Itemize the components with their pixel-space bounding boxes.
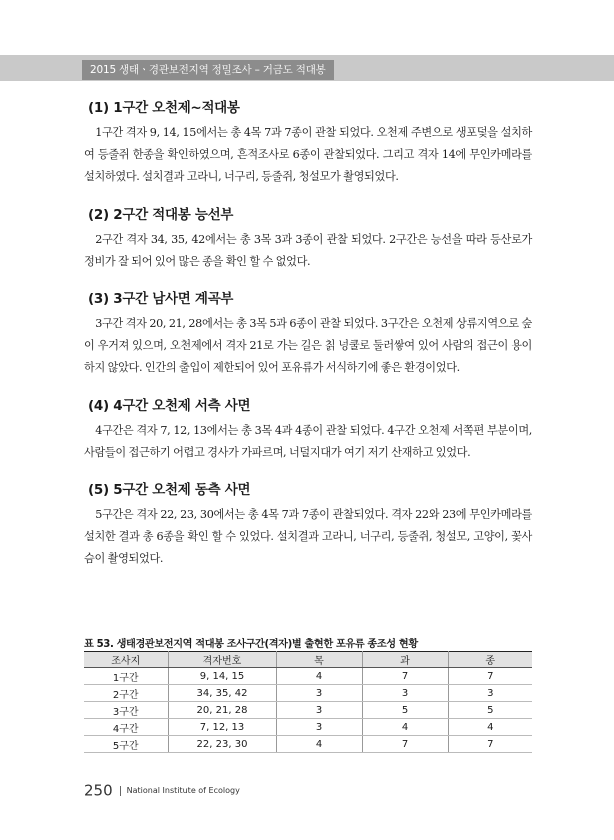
section-body: 2구간 격자 34, 35, 42에서는 총 3목 3과 3종이 관찰 되었다. 2구간은 능선을 따라 등산로가 정비가 잘 되어 있어 많은 종을 확인 할 수 없었다. (84, 232, 532, 268)
section-title: (4) 4구간 오천제 서측 사면 (88, 397, 251, 414)
table-cell: 2구간 (84, 685, 168, 702)
table-cell: 3 (276, 719, 362, 736)
section-2 (84, 203, 532, 273)
table-cell: 1구간 (84, 668, 168, 685)
table-cell: 5 (448, 702, 532, 719)
table-row (84, 685, 532, 702)
column-header: 과 (362, 652, 448, 668)
section-title: (3) 3구간 남사면 계곡부 (88, 291, 234, 308)
table-cell: 3 (276, 702, 362, 719)
table-cell: 9, 14, 15 (168, 668, 276, 685)
table-cell: 3구간 (84, 702, 168, 719)
table-cell: 4 (276, 736, 362, 753)
column-header: 종 (448, 652, 532, 668)
table-cell: 5구간 (84, 736, 168, 753)
table-cell: 7 (448, 736, 532, 753)
section-1 (84, 96, 532, 189)
table-cell: 3 (448, 685, 532, 702)
table-caption: 표 53. 생태경관보전지역 적대봉 조사구간(격자)별 출현한 포유류 종조성 현황 (84, 639, 418, 650)
page-footer (84, 780, 240, 800)
section-3 (84, 287, 532, 380)
table-cell: 34, 35, 42 (168, 685, 276, 702)
table-cell: 7 (362, 668, 448, 685)
table-cell: 7 (362, 736, 448, 753)
column-header: 조사지 (84, 652, 168, 668)
section-body: 5구간은 격자 22, 23, 30에서는 총 4목 7과 7종이 관찰되었다. 격자 22와 23에 무인카메라를 설치한 결과 총 6종을 확인 할 수 있었다. 설치결과 고라니, 너구리, 등줄쥐, 청설모, 고양이, 꽃사슴이 촬영되었다. (84, 508, 532, 566)
table-cell: 3 (362, 685, 448, 702)
table-cell: 5 (362, 702, 448, 719)
table-cell: 4 (362, 719, 448, 736)
section-title: (2) 2구간 적대봉 능선부 (88, 206, 234, 223)
section-title: (5) 5구간 오천제 동측 사면 (88, 482, 251, 499)
section-body: 4구간은 격자 7, 12, 13에서는 총 3목 4과 4종이 관찰 되었다. 4구간 오천제 서쪽편 부분이며, 사람들이 접근하기 어렵고 경사가 가파르며, 너덜지대가 여기 저기 산재하고 있었다. (84, 423, 532, 459)
table-cell: 7 (448, 668, 532, 685)
running-header-title: 2015 생태ㆍ경관보전지역 정밀조사 – 거금도 적대봉 (82, 60, 334, 80)
section-title: (1) 1구간 오천제~적대봉 (88, 100, 240, 116)
column-header: 목 (276, 652, 362, 668)
page-number: 250 (84, 781, 113, 800)
main-content (84, 96, 532, 585)
section-4 (84, 394, 532, 464)
section-body: 1구간 격자 9, 14, 15에서는 총 4목 7과 7종이 관찰 되었다. 오천제 주변으로 생포덫을 설치하여 등줄쥐 한종을 확인하였으며, 흔적조사로 6종이 관찰되었다. 그리고 격자 14에 무인카메라를 설치하였다. 설치결과 고라니, 너구리, 등줄쥐, 청설모가 촬영되었다. (84, 126, 532, 184)
table-cell: 20, 21, 28 (168, 702, 276, 719)
table-cell: 4 (448, 719, 532, 736)
table-row (84, 719, 532, 736)
table-cell: 4 (276, 668, 362, 685)
table-row (84, 736, 532, 753)
table-cell: 22, 23, 30 (168, 736, 276, 753)
table-header-row (84, 652, 532, 668)
section-body: 3구간 격자 20, 21, 28에서는 총 3목 5과 6종이 관찰 되었다. 3구간은 오천제 상류지역으로 숲이 우거져 있으며, 오천제에서 격자 21로 가는 길은 칡 넝쿨로 둘러쌓여 있어 사람의 접근이 용이 하지 않았다. 인간의 출입이 제한되어 있어 포유류가 서식하기에 좋은 환경이었다. (84, 317, 532, 375)
footer-divider (120, 786, 121, 796)
table-row (84, 668, 532, 685)
column-header: 격자번호 (168, 652, 276, 668)
section-5 (84, 478, 532, 571)
table-cell: 3 (276, 685, 362, 702)
institute-name: National Institute of Ecology (126, 786, 240, 795)
table-row (84, 702, 532, 719)
mammal-composition-table (84, 651, 532, 753)
table-cell: 7, 12, 13 (168, 719, 276, 736)
table-cell: 4구간 (84, 719, 168, 736)
